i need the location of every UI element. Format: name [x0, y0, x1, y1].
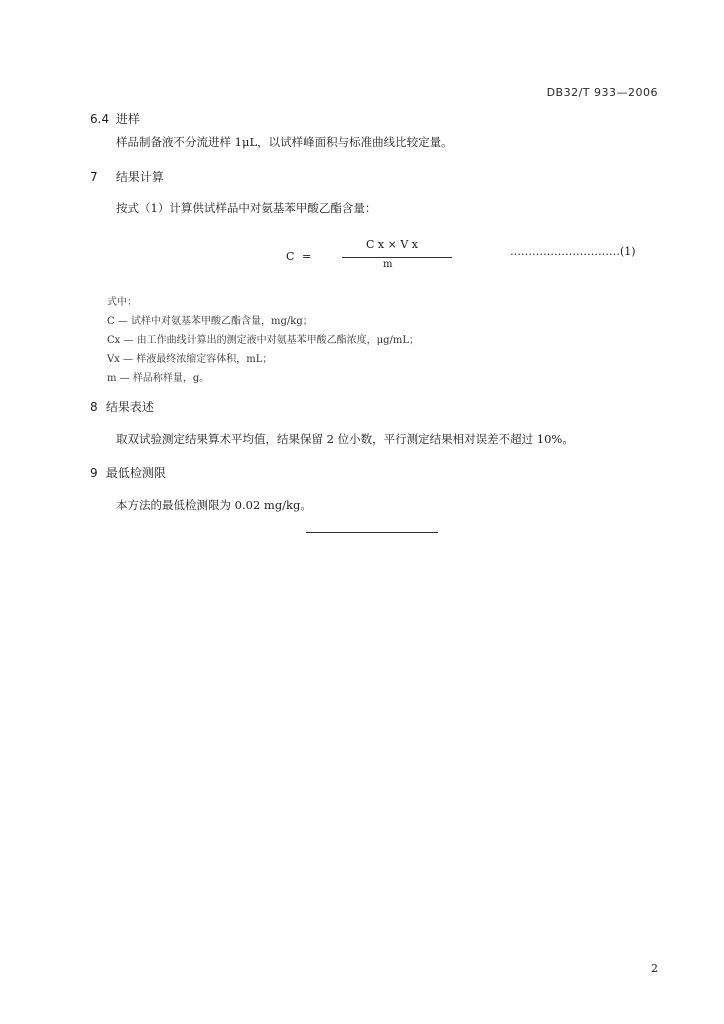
where-intro: 式中： [107, 297, 137, 308]
where-item: m — 样品称样量，g。 [107, 373, 210, 384]
section-title: 结果表述 [105, 400, 154, 414]
formula-label: …………………………(1) [510, 245, 636, 258]
section-number: 8 [90, 400, 98, 414]
standard-code: DB32/T 933—2006 [546, 86, 658, 99]
section-7-intro: 按式（1）计算供试样品中对氨基苯甲酸乙酯含量： [116, 201, 377, 215]
formula-equals: = [302, 250, 312, 263]
section-title: 进样 [115, 112, 140, 126]
section-6-4-heading [90, 110, 140, 127]
page-number: 2 [651, 962, 658, 975]
section-number: 7 [90, 170, 98, 184]
formula-denominator: m [383, 259, 393, 270]
formula-numerator: C x × V x [366, 238, 418, 251]
section-title: 最低检测限 [105, 466, 166, 480]
section-8-heading [90, 398, 154, 415]
where-item: Cx — 由工作曲线计算出的测定液中对氨基苯甲酸乙酯浓度，μg/mL； [107, 335, 420, 346]
section-number: 9 [90, 466, 98, 480]
section-8-body: 取双试验测定结果算术平均值，结果保留 2 位小数，平行测定结果相对误差不超过 10%。 [116, 432, 574, 446]
where-item: Vx — 样液最终浓缩定容体积，mL； [107, 354, 273, 365]
end-rule [306, 532, 438, 533]
section-title: 结果计算 [115, 170, 164, 184]
section-7-heading [90, 168, 164, 185]
section-9-heading [90, 464, 166, 481]
formula-lhs: C [286, 250, 295, 263]
section-6-4-body: 样品制备液不分流进样 1μL，以试样峰面积与标准曲线比较定量。 [116, 135, 453, 149]
fraction-line [342, 257, 452, 258]
section-9-body: 本方法的最低检测限为 0.02 mg/kg。 [116, 498, 312, 512]
where-item: C — 试样中对氨基苯甲酸乙酯含量，mg/kg； [107, 316, 313, 327]
section-number: 6.4 [90, 112, 110, 126]
